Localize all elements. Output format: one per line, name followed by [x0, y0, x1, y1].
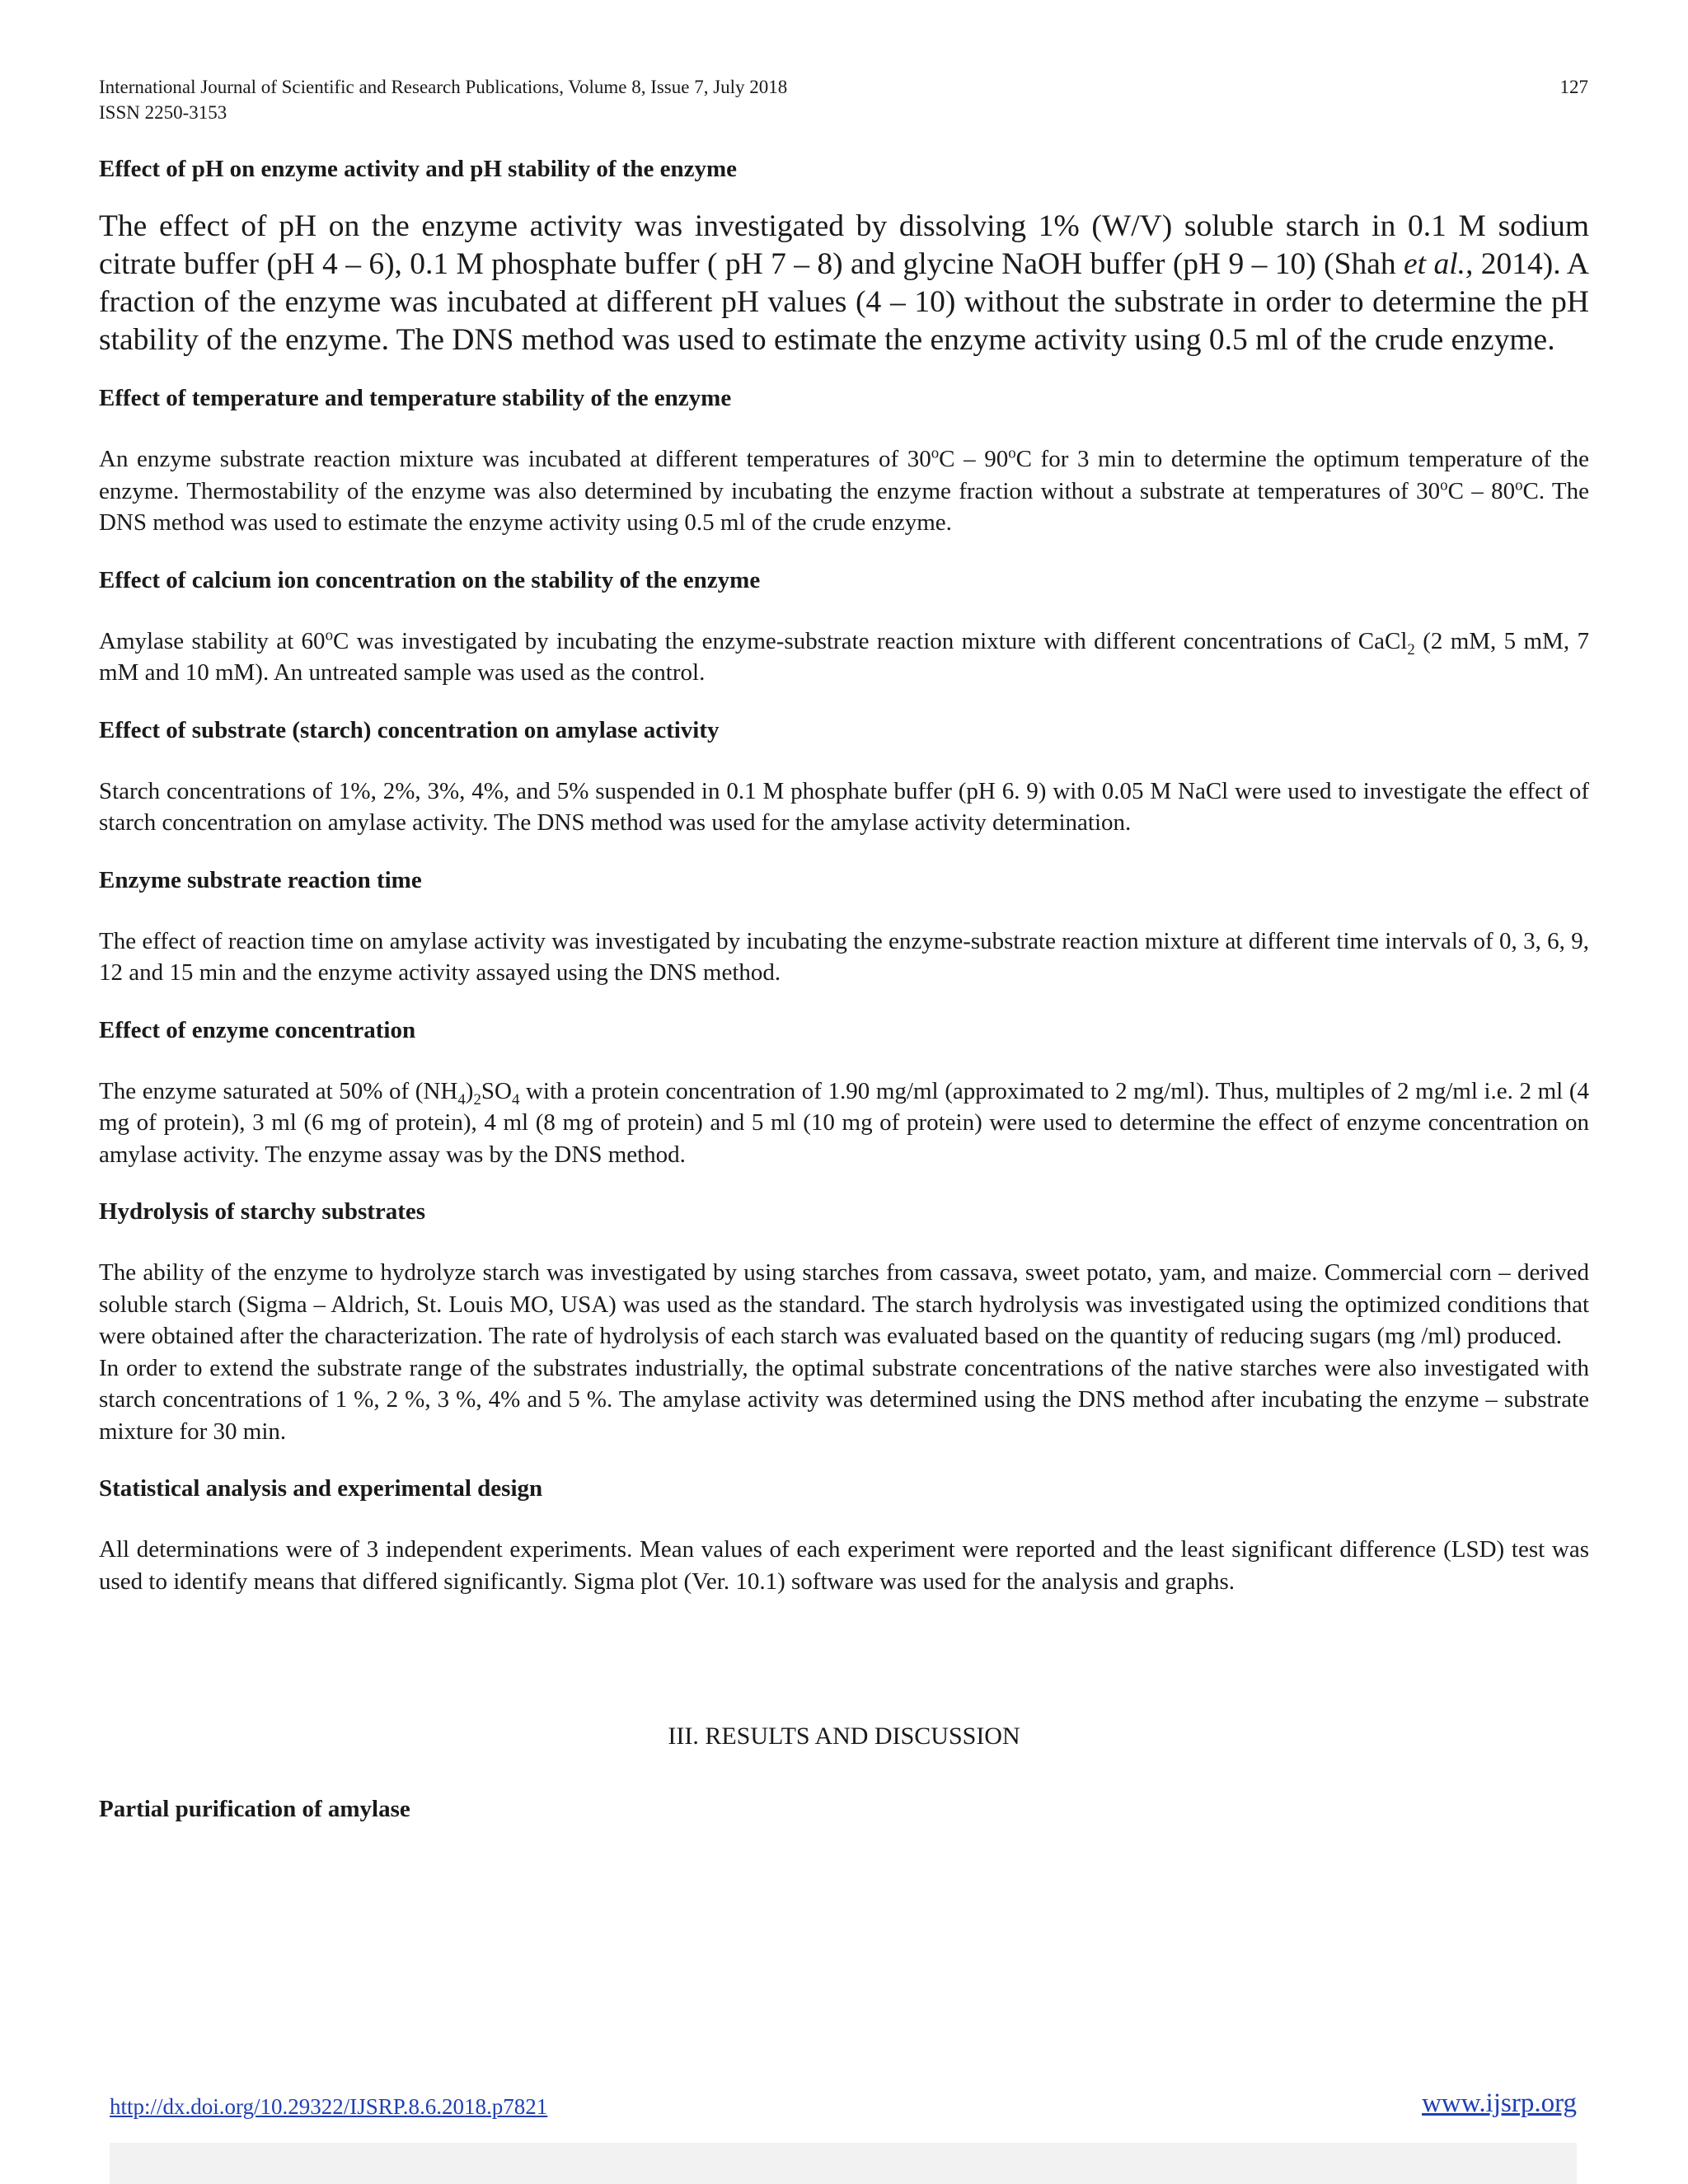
paragraph-enzyme-concentration: The enzyme saturated at 50% of $(NH_4)_2SO_4$ with a protein concentration of 1.90 mg/ml (approximated to 2 mg/ml). Thus, multiples of 2 mg/ml i.e. 2 ml (4 mg of protein), 3 ml (6 mg of protein), 4 ml (8 mg of protein) and 5 ml (10 mg of protein) were used to determine the effect of enzyme concentration on amylase activity. The enzyme assay was by the DNS method.	[99, 1077, 1589, 1168]
page-number: 127	[1559, 77, 1588, 97]
paragraph-calcium: Amylase stability at 60$^o$C was investigated by incubating the enzyme-substrate reaction mixture with different concentrations of CaCl$_2$ (2 mM, 5 mM, 7 mM and 10 mM). An untreated sample was used as the control.	[99, 626, 1590, 686]
paragraph-ph: The effect of pH on the enzyme activity was investigated by dissolving 1% (W/V) soluble starch in 0.1 M sodium citrate buffer (pH 4 – 6), 0.1 M phosphate buffer ( pH 7 – 8) and glycine NaOH buffer (pH 9 – 10) (Shah et al., 2014). A fraction of the enzyme was incubated at different pH values (4 – 10) without the substrate in order to determine the pH stability of the enzyme. The DNS method was used to estimate the enzyme activity using 0.5 ml of the crude enzyme.	[99, 209, 1590, 357]
paragraph-statistics: All determinations were of 3 independent experiments. Mean values of each experiment were reported and the least significant difference (LSD) test was used to identify means that differed significantly. Sigma plot (Ver. 10.1) software was used for the analysis and graphs.	[99, 1536, 1589, 1595]
issn: ISSN 2250-3153	[99, 102, 227, 123]
paragraph-hydrolysis-2: In order to extend the substrate range of the substrates industrially, the optimal substrate concentrations of the native starches were also investigated with starch concentrations of 1 %, 2 %, 3 %, 4% and 5 %. The amylase activity was determined using the DNS method after incubating the enzyme – substrate mixture for 30 min.	[99, 1354, 1589, 1445]
paragraph-substrate: Starch concentrations of 1%, 2%, 3%, 4%, and 5% suspended in 0.1 M phosphate buffer (pH 6. 9) with 0.05 M NaCl were used to investigate the effect of starch concentration on amylase activity. The DNS method was used for the amylase activity determination.	[99, 777, 1589, 836]
heading-reaction-time: Enzyme substrate reaction time	[99, 866, 422, 893]
heading-temperature: Effect of temperature and temperature stability of the enzyme	[99, 385, 732, 411]
heading-ph: Effect of pH on enzyme activity and pH stability of the enzyme	[99, 156, 738, 182]
paragraph-hydrolysis-1: The ability of the enzyme to hydrolyze starch was investigated by using starches from cassava, sweet potato, yam, and maize. Commercial corn – derived soluble starch (Sigma – Aldrich, St. Louis MO, USA) was used as the standard. The starch hydrolysis was investigated using the optimized conditions that were obtained after the characterization. The rate of hydrolysis of each starch was evaluated based on the quantity of reducing sugars (mg /ml) produced.	[99, 1259, 1589, 1349]
bottom-band	[110, 2143, 1577, 2184]
heading-enzyme-concentration: Effect of enzyme concentration	[99, 1016, 416, 1043]
doi-link[interactable]: http://dx.doi.org/10.29322/IJSRP.8.6.2018.p7821	[110, 2094, 548, 2119]
page-body	[99, 74, 1589, 1825]
journal-site-link[interactable]: www.ijsrp.org	[1422, 2088, 1577, 2118]
section-title-results: III. RESULTS AND DISCUSSION	[668, 1722, 1020, 1750]
page-header	[99, 74, 1589, 125]
heading-statistics: Statistical analysis and experimental design	[99, 1475, 543, 1502]
paragraph-temperature: An enzyme substrate reaction mixture was incubated at different temperatures of 30$^o$C – 90$^o$C for 3 min to determine the optimum temperature of the enzyme. Thermostability of the enzyme was also determined by incubating the enzyme fraction without a substrate at temperatures of 30$^o$C – 80$^o$C. The DNS method was used to estimate the enzyme activity using 0.5 ml of the crude enzyme.	[99, 444, 1590, 536]
heading-calcium: Effect of calcium ion concentration on the stability of the enzyme	[99, 566, 761, 593]
heading-substrate: Effect of substrate (starch) concentration on amylase activity	[99, 716, 720, 743]
paragraph-reaction-time: The effect of reaction time on amylase activity was investigated by incubating the enzyme-substrate reaction mixture at different time intervals of 0, 3, 6, 9, 12 and 15 min and the enzyme activity assayed using the DNS method.	[99, 927, 1589, 986]
heading-hydrolysis: Hydrolysis of starchy substrates	[99, 1198, 426, 1225]
journal-info: International Journal of Scientific and Research Publications, Volume 8, Issue 7, July 2018	[99, 77, 788, 97]
heading-partial-purification: Partial purification of amylase	[99, 1796, 410, 1822]
